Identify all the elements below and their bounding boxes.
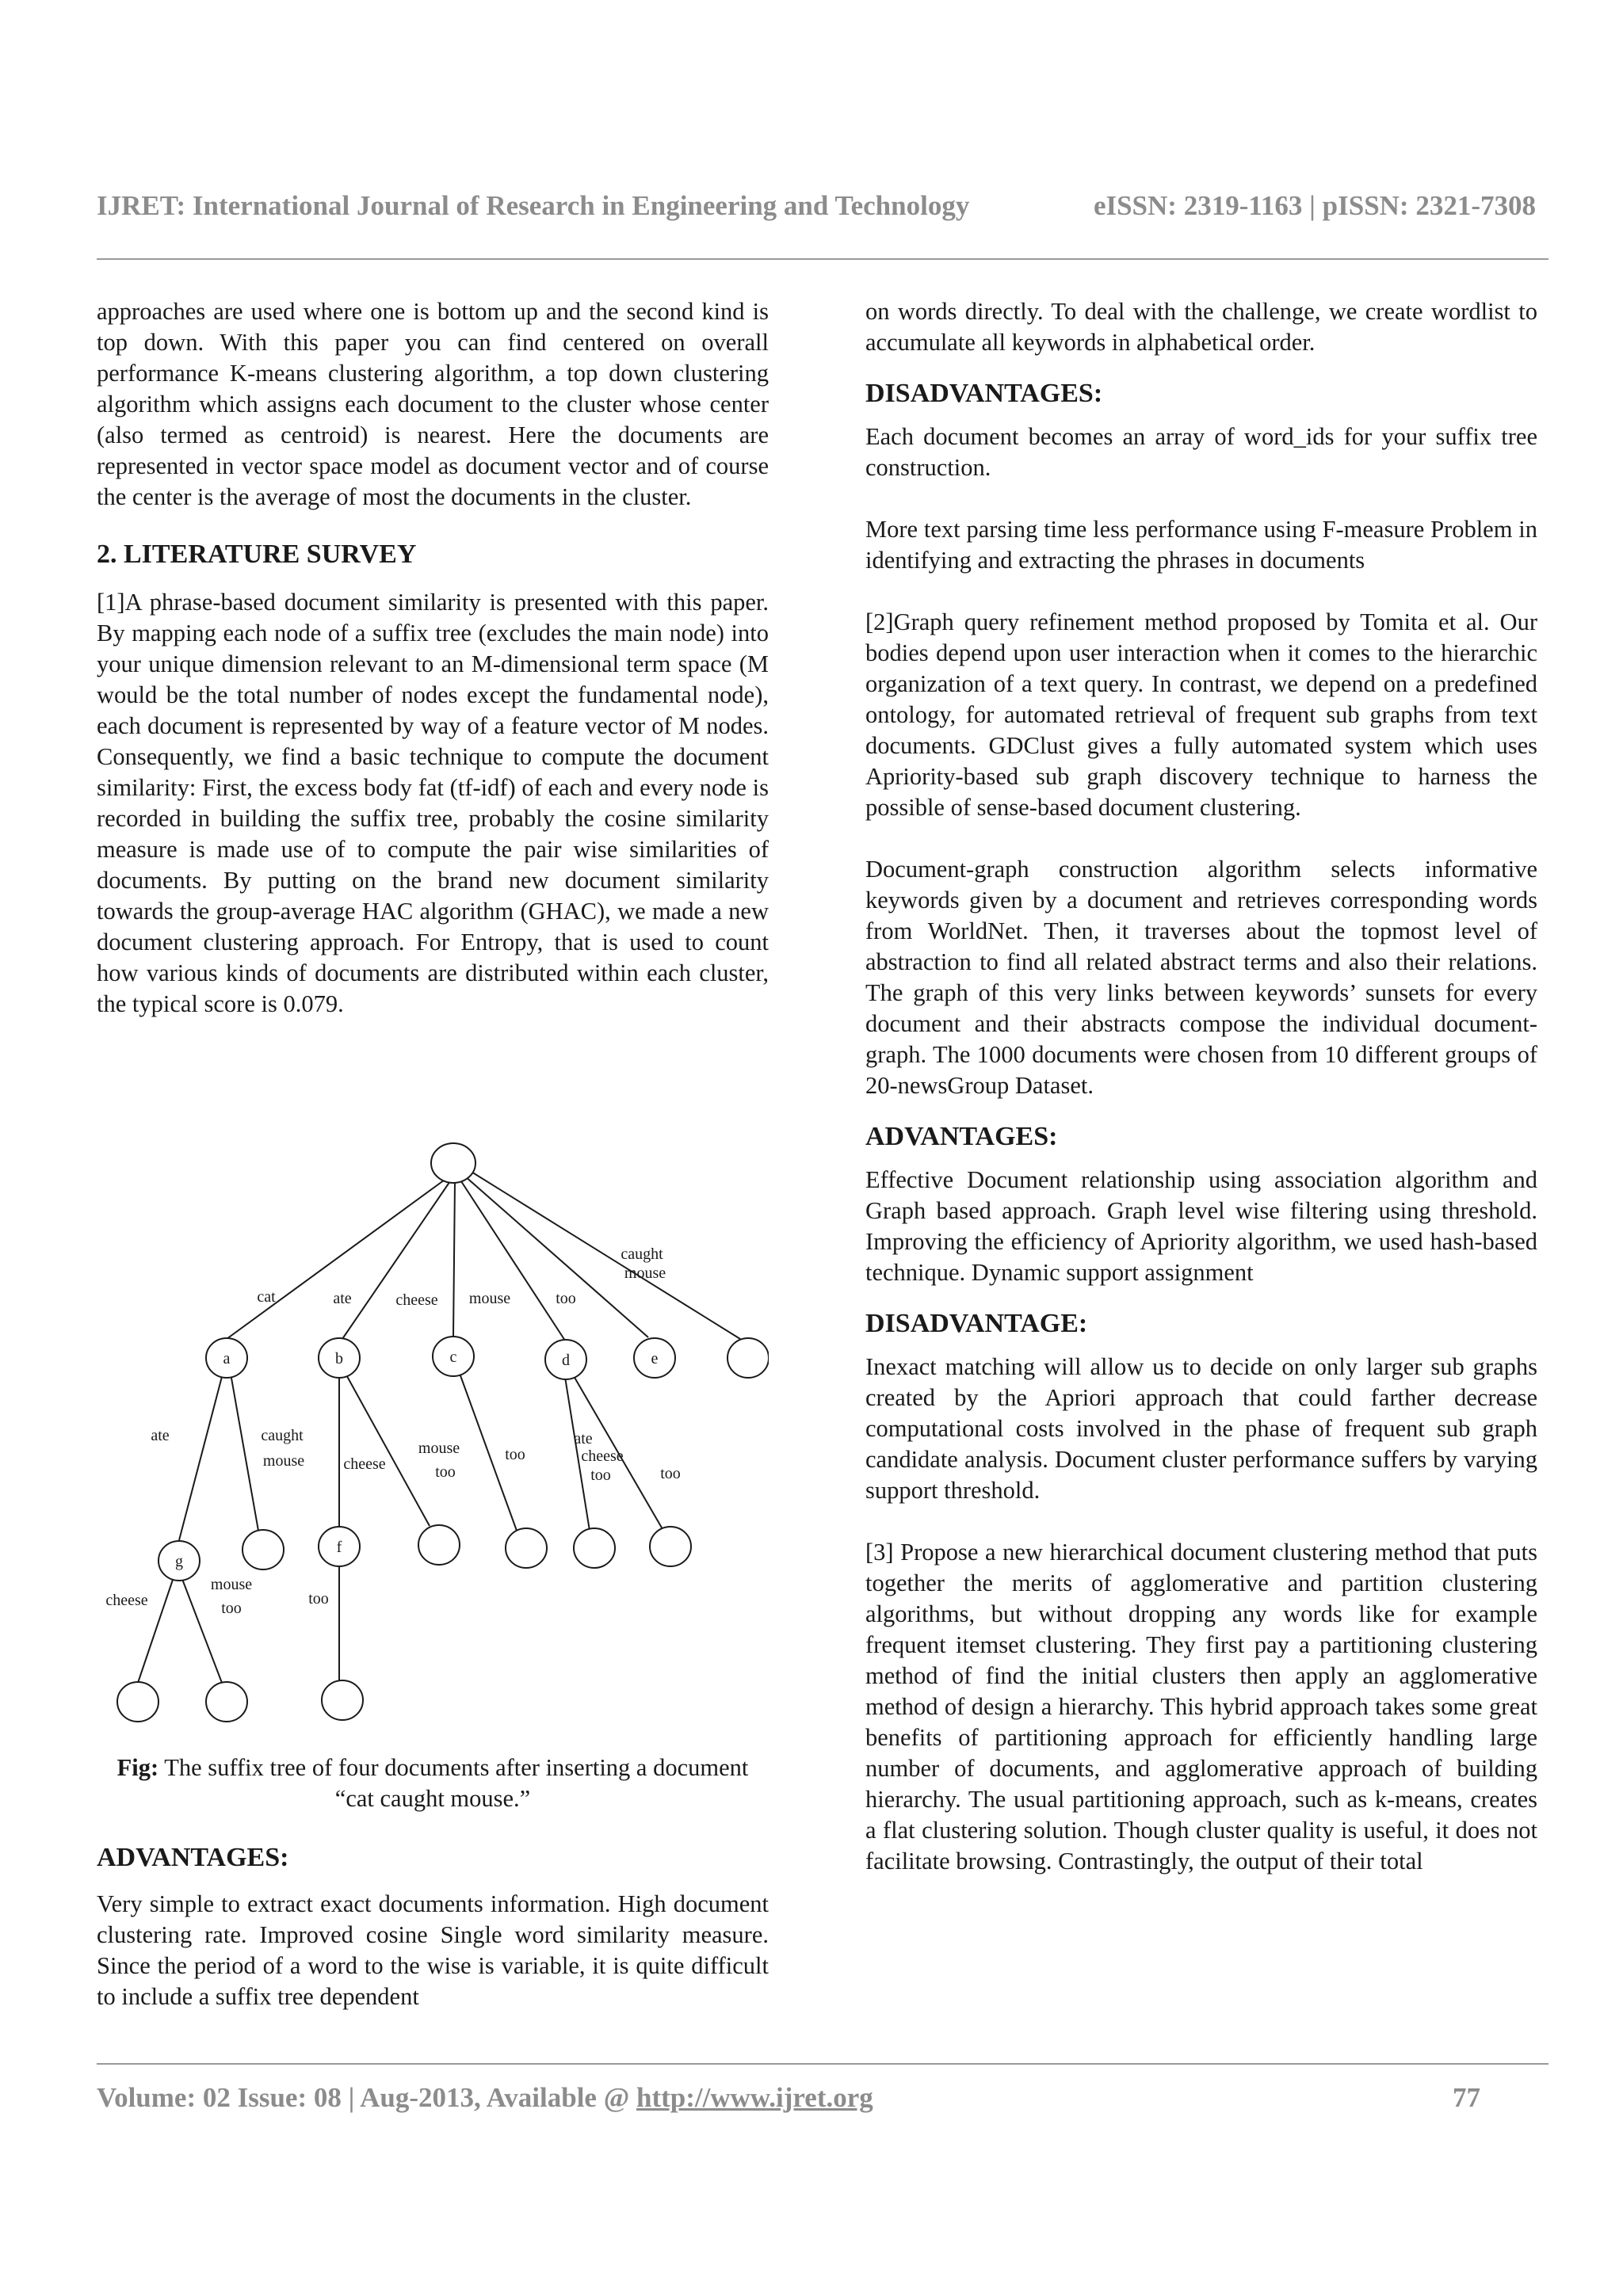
paragraph: on words directly. To deal with the challenge, we create wordlist to accumulate all keywords in alphabetical order. xyxy=(865,298,1537,356)
edge-label: too xyxy=(660,1465,681,1482)
node-label-f: f xyxy=(336,1539,342,1556)
running-header xyxy=(97,190,1536,222)
edge-label: caught xyxy=(621,1245,663,1263)
edge-label: mouse xyxy=(210,1576,253,1593)
edge-label: too xyxy=(221,1600,242,1617)
leaf-node xyxy=(650,1527,691,1566)
edge-label: too xyxy=(435,1463,456,1481)
edge-label: mouse xyxy=(624,1264,666,1282)
volume-text: Volume: 02 Issue: 08 | Aug-2013, Available @ xyxy=(97,2082,637,2113)
right-column xyxy=(865,296,1537,1877)
left-column-bottom xyxy=(97,1841,769,2012)
edge-label: cat xyxy=(257,1288,276,1306)
paragraph: [2]Graph query refinement method proposed by Tomita et al. Our bodies depend upon user interaction when it comes to the hierarchic organization of a text query. In contrast, we depend on a predefined ontology, for automated retrieval of frequent sub graphs from text documents. GDClust gives a fully automated system which uses Apriority-based sub graph discovery technique to harness the possible of sense-based document clustering. xyxy=(865,608,1537,821)
header-rule xyxy=(97,258,1549,260)
edge-label: ate xyxy=(333,1290,352,1307)
leaf-node xyxy=(574,1528,615,1568)
left-column xyxy=(97,296,769,1020)
edge-a-leaf xyxy=(230,1369,258,1531)
leaf-node xyxy=(727,1338,769,1378)
footer-rule xyxy=(97,2063,1549,2065)
leaf-node xyxy=(418,1525,460,1565)
edge-root-c xyxy=(453,1180,455,1336)
leaf-node xyxy=(117,1682,158,1722)
node-label-b: b xyxy=(335,1350,343,1367)
suffix-tree-figure xyxy=(97,1142,769,1729)
edge-label: cheese xyxy=(343,1455,386,1473)
edge-label: cheese xyxy=(581,1447,624,1465)
edge-root-b xyxy=(342,1179,452,1339)
leaf-node xyxy=(322,1680,363,1720)
edge-root-d xyxy=(460,1179,565,1341)
edge-label: too xyxy=(590,1466,611,1484)
running-footer xyxy=(97,2082,1480,2114)
paragraph: approaches are used where one is bottom up and the second kind is top down. With this paper you can find centered on overall performance K-means clustering algorithm, a top down clustering algorithm which assigns each document to the cluster whose center (also termed as centroid) is nearest. Here the documents are represented in vector space model as document vector and of course the center is the average of most the documents in the cluster. xyxy=(97,298,769,510)
section-heading-disadvantage: DISADVANTAGE: xyxy=(865,1309,1088,1338)
edge-root-a xyxy=(227,1176,450,1339)
leaf-node xyxy=(206,1682,247,1722)
edge-label: cheese xyxy=(395,1291,438,1309)
node-label-e: e xyxy=(651,1350,659,1367)
node-label-d: d xyxy=(562,1352,570,1369)
section-heading-advantages: ADVANTAGES: xyxy=(865,1122,1058,1151)
journal-link[interactable]: http://www.ijret.org xyxy=(636,2082,873,2113)
edge-label: mouse xyxy=(468,1290,511,1307)
journal-title: IJRET: International Journal of Research in Engineering and Technology xyxy=(97,190,970,221)
section-heading-literature-survey: 2. LITERATURE SURVEY xyxy=(97,540,417,569)
paragraph: More text parsing time less performance using F-measure Problem in identifying and extracting the phrases in documents xyxy=(865,516,1537,574)
paragraph: Inexact matching will allow us to decide on only larger sub graphs created by the Apriori approach that could farther decrease computational costs involved in the phase of frequent sub graph candidate analysis. Document cluster performance suffers by varying support threshold. xyxy=(865,1353,1537,1504)
node-label-a: a xyxy=(223,1350,231,1367)
edge-label: too xyxy=(505,1446,525,1463)
figure-caption xyxy=(97,1753,769,1814)
suffix-tree-diagram xyxy=(97,1142,769,1729)
edge-label: caught xyxy=(261,1427,304,1444)
figure-caption-text: The suffix tree of four documents after inserting a document “cat caught mouse.” xyxy=(164,1754,749,1812)
edge-label: too xyxy=(308,1590,329,1608)
edge-label: ate xyxy=(574,1430,593,1447)
edge-label: too xyxy=(556,1290,576,1307)
edge-a-g xyxy=(179,1371,223,1540)
section-heading-advantages: ADVANTAGES: xyxy=(97,1843,289,1872)
paragraph: [1]A phrase-based document similarity is presented with this paper. By mapping each node of a suffix tree (excludes the main node) into your unique dimension relevant to an M-dimensional term space (M would be the total number of nodes except the fundamental node), each document is represented by way of a feature vector of M nodes. Consequently, we find a basic technique to compute the document similarity: First, the excess body fat (tf-idf) of each and every node is recorded in building the suffix tree, probably the cosine similarity measure is made use of to compute the pair wise similarities of documents. By putting on the brand new document similarity towards the group-average HAC algorithm (GHAC), we made a new document clustering approach. For Entropy, that is used to count how various kinds of documents are distributed within each cluster, the typical score is 0.079. xyxy=(97,589,769,1017)
edge-b-leaf xyxy=(344,1371,430,1526)
figure-caption-label: Fig: xyxy=(116,1754,159,1781)
paragraph: [3] Propose a new hierarchical document clustering method that puts together the merits of agglomerative and partition clustering algorithms, but without dropping any words like for example frequent itemset clustering. They first pay a partitioning clustering method of find the initial clusters then apply an agglomerative method of design a hierarchy. This hybrid approach takes some great benefits of partitioning approach for efficiently handling large number of documents, and agglomerative approach of building hierarchy. The usual partitioning approach, such as k-means, creates a flat clustering solution. Though cluster quality is useful, it does not facilitate browsing. Contrastingly, the output of their total xyxy=(865,1539,1537,1875)
page-number: 77 xyxy=(1453,2082,1480,2113)
node-label-c: c xyxy=(449,1348,457,1366)
node-label-g: g xyxy=(175,1553,183,1570)
root-node xyxy=(431,1143,475,1183)
edge-label: cheese xyxy=(105,1592,148,1609)
paragraph: Each document becomes an array of word_ids for your suffix tree construction. xyxy=(865,423,1537,481)
paragraph: Document-graph construction algorithm selects informative keywords given by a document and retrieves corresponding words from WorldNet. Then, it traverses about the topmost level of abstraction to find all related abstract terms and also their relations. The graph of this very links between keywords’ sunsets for every document and their abstracts compose the individual document-graph. The 1000 documents were chosen from 10 different groups of 20-newsGroup Dataset. xyxy=(865,856,1537,1099)
leaf-node xyxy=(506,1528,547,1568)
edge-label: ate xyxy=(151,1427,170,1444)
section-heading-disadvantages: DISADVANTAGES: xyxy=(865,379,1103,408)
issn-text: eISSN: 2319-1163 | pISSN: 2321-7308 xyxy=(1093,190,1536,221)
leaf-node xyxy=(242,1530,284,1569)
edge-label: mouse xyxy=(418,1440,460,1457)
paragraph: Very simple to extract exact documents information. High document clustering rate. Improved cosine Single word similarity measure. Since the period of a word to the wise is variable, it is quite difficult to include a suffix tree dependent xyxy=(97,1890,769,2010)
paragraph: Effective Document relationship using association algorithm and Graph based approach. Graph level wise filtering using threshold. Improving the efficiency of Apriority algorithm, we used hash-based technique. Dynamic support assignment xyxy=(865,1166,1537,1286)
edge-label: mouse xyxy=(262,1452,305,1470)
